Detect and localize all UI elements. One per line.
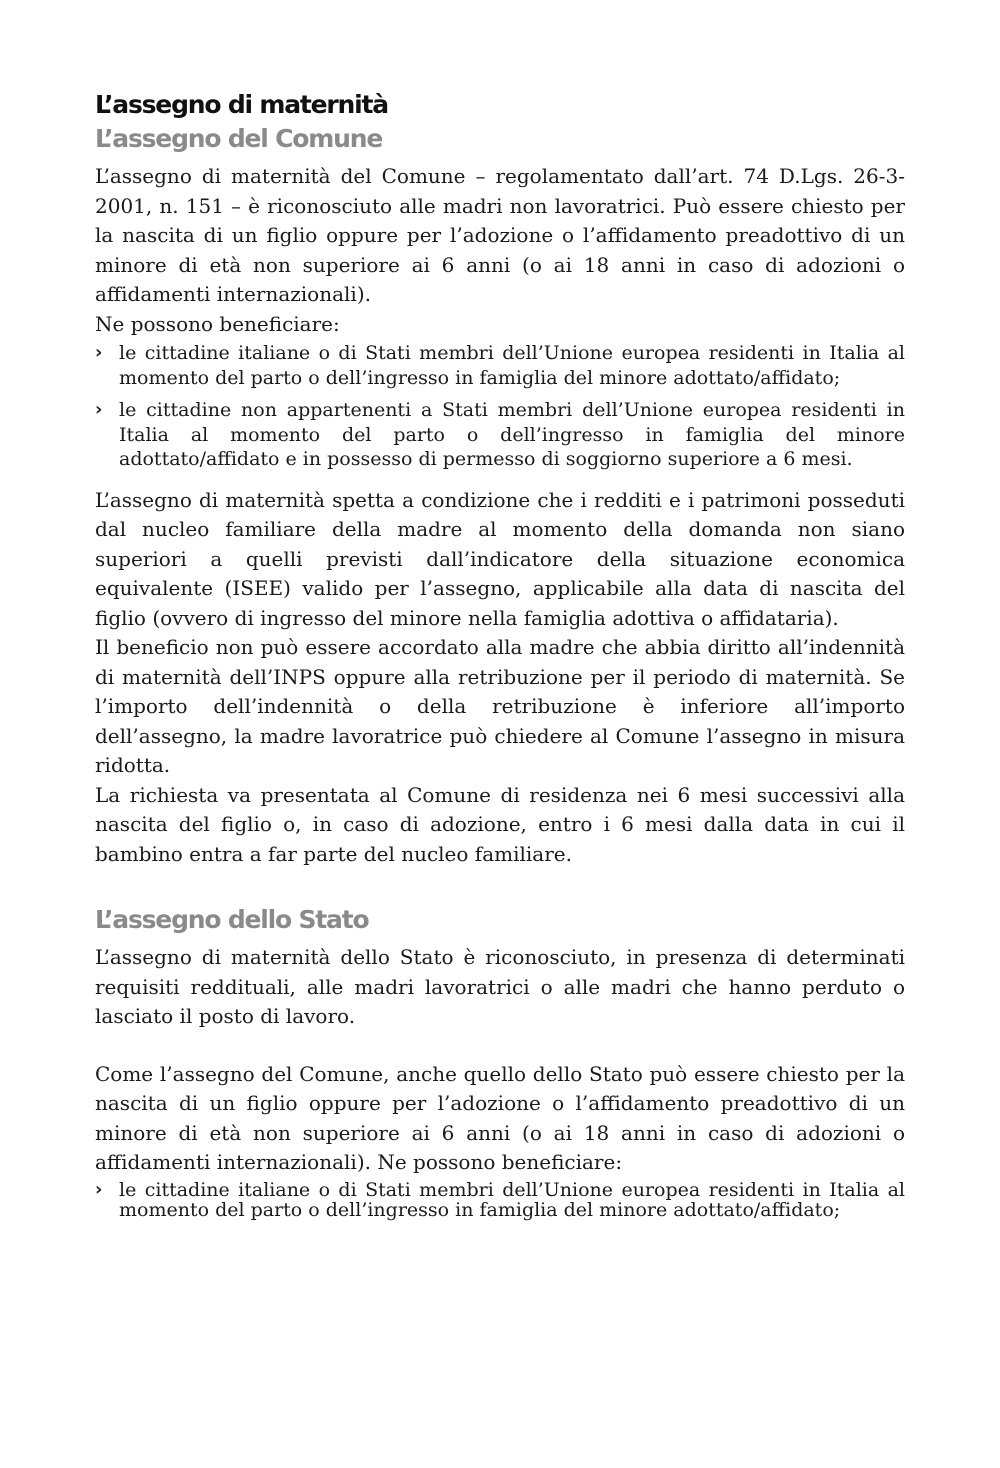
comune-deadline-paragraph: La richiesta va presentata al Comune di residenza nei 6 mesi successivi alla nascita del figlio o, in caso di adozione, entro i 6 mesi dalla data in cui il bambino entra a far parte del nucleo familiare. bbox=[95, 782, 905, 866]
comune-inps-paragraph: Il beneficio non può essere accordato alla madre che abbia diritto all’indennità di maternità dell’INPS oppure alla retribuzione per il periodo di maternità. Se l’importo dell’indennità o della retribuzione è inferiore all’importo dell’assegno, la madre lavoratrice può chiedere al Comune l’assegno in misura ridotta. bbox=[95, 635, 905, 777]
comune-isee-paragraph: L’assegno di maternità spetta a condizione che i redditi e i patrimoni posseduti dal nucleo familiare della madre al momento della domanda non siano superiori a quelli previsti dall’indicatore della situazione economica equivalente (ISEE) valido per l’assegno, applicabile alla data di nascita del figlio (ovvero di ingresso del minore nella famiglia adottiva o affidataria). bbox=[95, 487, 905, 630]
list-item bbox=[95, 398, 905, 472]
page-title: L’assegno di maternità bbox=[95, 90, 388, 119]
chevron-right-icon: › bbox=[95, 399, 103, 420]
chevron-right-icon: › bbox=[95, 342, 103, 363]
list-item bbox=[95, 1180, 905, 1220]
comune-beneficiaries-list bbox=[95, 341, 905, 472]
stato-intro-paragraph: L’assegno di maternità dello Stato è riconosciuto, in presenza di determinati requisiti reddituali, alle madri lavoratrici o alle madri che hanno perduto o lasciato il posto di lavoro. bbox=[95, 945, 905, 1028]
comune-intro-paragraph: L’assegno di maternità del Comune – regolamentato dall’art. 74 D.Lgs. 26-3-2001, n. 151 – è riconosciuto alle madri non lavoratrici. Può essere chiesto per la nascita di un figlio oppure per l’adozione o l’affidamento preadottivo di un minore di età non superiore ai 6 anni (o ai 18 anni in caso di adozioni o affidamenti internazionali). bbox=[95, 164, 905, 306]
section-heading-stato: L’assegno dello Stato bbox=[95, 905, 369, 934]
list-item bbox=[95, 341, 905, 390]
document-page bbox=[95, 88, 905, 1228]
stato-eligibility-paragraph: Come l’assegno del Comune, anche quello dello Stato può essere chiesto per la nascita di un figlio oppure per l’adozione o l’affidamento preadottivo di un minore di età non superiore ai 6 anni (o ai 18 anni in caso di adozioni o affidamenti internazionali). Ne possono beneficiare: bbox=[95, 1061, 905, 1174]
comune-beneficiaries-label: Ne possono beneficiare: bbox=[95, 311, 340, 336]
stato-beneficiaries-list bbox=[95, 1180, 905, 1220]
list-item-text: le cittadine non appartenenti a Stati membri dell’Unione europea residenti in Italia al momento del parto o dell’ingresso in famiglia del minore adottato/affidato e in possesso di permesso di soggiorno superiore a 6 mesi. bbox=[119, 399, 905, 470]
section-heading-comune: L’assegno del Comune bbox=[95, 124, 383, 153]
chevron-right-icon: › bbox=[95, 1178, 103, 1200]
list-item-text: le cittadine italiane o di Stati membri dell’Unione europea residenti in Italia al momento del parto o dell’ingresso in famiglia del minore adottato/affidato; bbox=[119, 1178, 905, 1221]
list-item-text: le cittadine italiane o di Stati membri dell’Unione europea residenti in Italia al momento del parto o dell’ingresso in famiglia del minore adottato/affidato; bbox=[119, 342, 905, 389]
